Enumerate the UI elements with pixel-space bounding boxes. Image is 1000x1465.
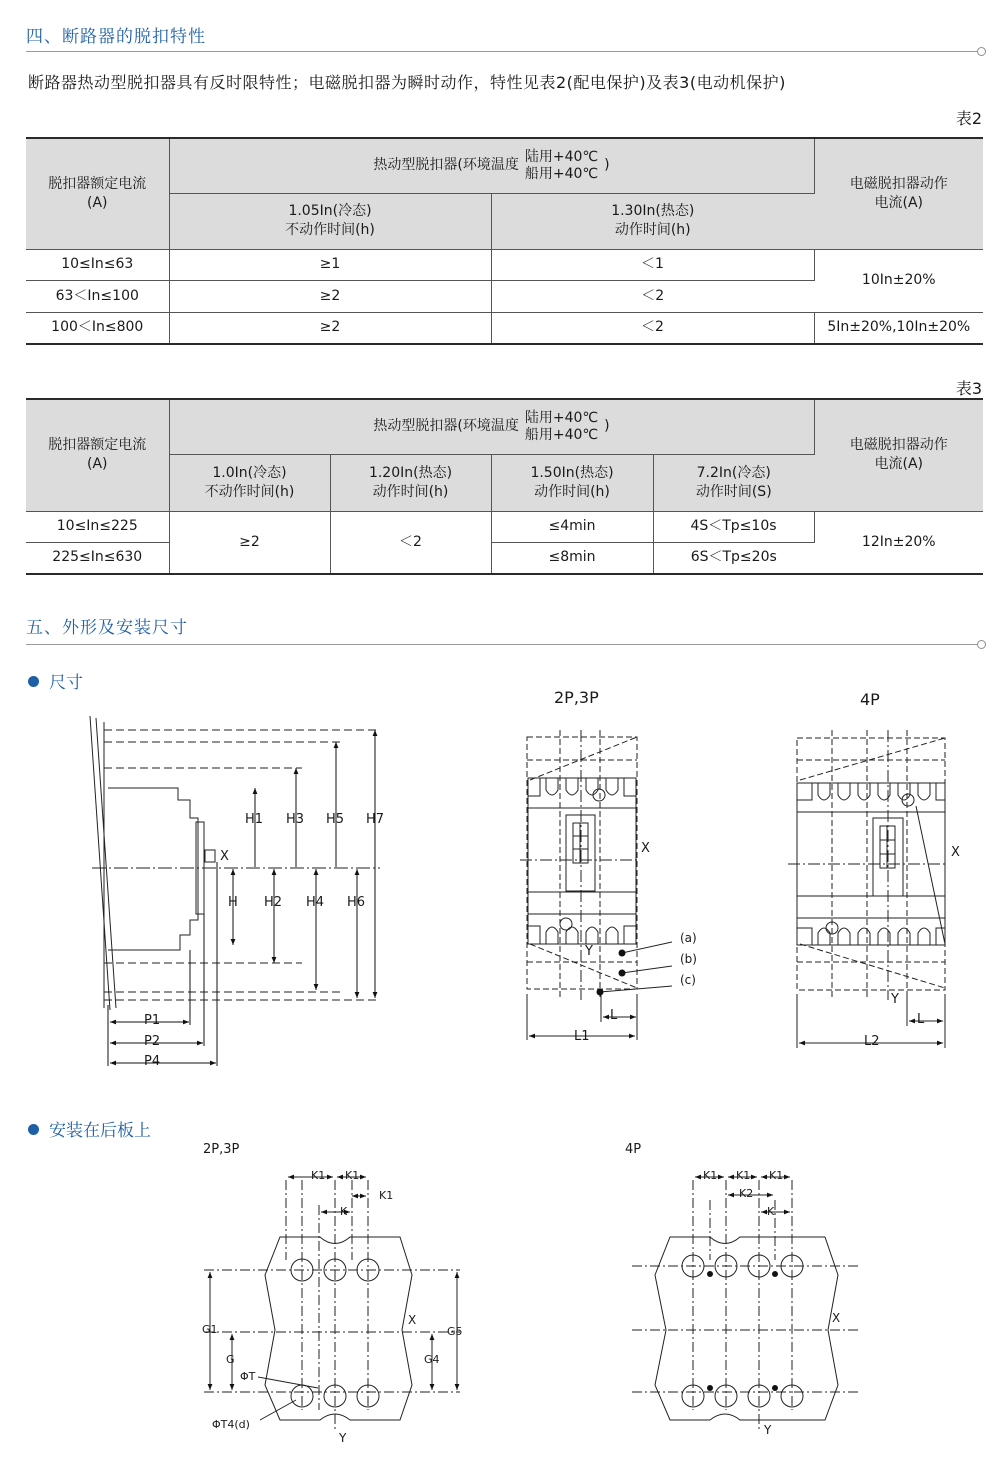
dim-g1: G1 (202, 1323, 218, 1336)
table3-rated-header: 脱扣器额定电流 (A) (26, 399, 169, 511)
section4-title: 四、断路器的脱扣特性 (26, 27, 206, 47)
front-2p3p-title: 2P,3P (554, 688, 599, 707)
dim-h4: H4 (306, 895, 325, 910)
dim-4p-k1-c: K1 (769, 1169, 784, 1182)
dim-p1: P1 (144, 1013, 161, 1028)
bullet-size: 尺寸 (28, 668, 83, 693)
axis-x-side: X (220, 849, 229, 864)
axis-y-4p: Y (891, 992, 899, 1007)
axis-x-2p3p: X (641, 841, 650, 856)
front-4p-title: 4P (860, 690, 880, 709)
table-row: 100＜In≤800 ≥2 ＜2 5In±20%,10In±20% (26, 312, 983, 344)
dim-k1-c: K1 (379, 1189, 394, 1202)
table-row: 63＜In≤100 ≥2 ＜2 (26, 280, 983, 312)
axis-x-mount-2p3p: X (408, 1313, 417, 1327)
table3-sub4: 7.2In(冷态) 动作时间(S) (653, 454, 814, 511)
bullet-mount: 安装在后板上 (28, 1116, 151, 1141)
front-view-2p3p-drawing (520, 730, 672, 1040)
table3-sub1: 1.0In(冷态) 不动作时间(h) (169, 454, 330, 511)
dim-phi-t4: ΦT4(d) (212, 1418, 250, 1431)
dim-h6: H6 (347, 895, 366, 910)
dim-g4: G4 (424, 1353, 440, 1366)
dim-p4: P4 (144, 1054, 161, 1069)
dim-l-4p: L (917, 1012, 925, 1027)
dim-h5: H5 (326, 812, 345, 827)
dim-l-2p3p: L (610, 1008, 618, 1023)
axis-x-4p: X (951, 845, 960, 860)
mark-a: (a) (680, 931, 697, 945)
dim-phi-t: ΦT (240, 1370, 256, 1383)
mount-2p3p-title: 2P,3P (203, 1142, 240, 1157)
dim-k2: K2 (739, 1187, 754, 1200)
dim-h2: H2 (264, 895, 283, 910)
dim-k1-a: K1 (311, 1169, 326, 1182)
table3-em-header: 电磁脱扣器动作 电流(A) (814, 399, 983, 511)
table2-sub1: 1.05In(冷态) 不动作时间(h) (169, 193, 491, 249)
dim-k1-b: K1 (345, 1169, 360, 1182)
axis-y-2p3p: Y (585, 944, 593, 959)
table3-em-value: 12In±20% (814, 511, 983, 574)
dim-h7: H7 (366, 812, 385, 827)
table-row: 10≤In≤225 ≥2 ＜2 ≤4min 4S＜Tp≤10s 12In±20% (26, 511, 983, 542)
section5-title: 五、外形及安装尺寸 (26, 618, 188, 638)
table3-sub3: 1.50In(热态) 动作时间(h) (491, 454, 653, 511)
table2-em-value: 10In±20% (814, 249, 983, 312)
table3-label: 表3 (955, 379, 982, 398)
dim-p2: P2 (144, 1034, 161, 1049)
dim-k: K (340, 1205, 348, 1218)
mark-b: (b) (680, 952, 697, 966)
table2-rated-header: 脱扣器额定电流 (A) (26, 138, 169, 249)
table3-sub2: 1.20In(热态) 动作时间(h) (330, 454, 491, 511)
table-row: 10≤In≤63 ≥1 ＜1 10In±20% (26, 249, 983, 280)
dim-4p-k1-a: K1 (703, 1169, 718, 1182)
dim-l2: L2 (864, 1034, 880, 1049)
dim-g: G (226, 1353, 235, 1366)
table2-em-header: 电磁脱扣器动作 电流(A) (814, 138, 983, 249)
axis-y-mount-4p: Y (764, 1423, 772, 1437)
table3-thermal-header: 热动型脱扣器(环境温度 陆用+40℃ 船用+40℃ ) (169, 399, 814, 454)
front-view-4p-drawing (788, 730, 948, 1048)
dim-h: H (228, 895, 238, 910)
mount-2p3p-drawing (204, 1177, 460, 1432)
dim-4p-k: K (767, 1205, 775, 1218)
dim-l1: L1 (574, 1029, 590, 1044)
axis-x-mount-4p: X (832, 1311, 841, 1325)
intro-text: 断路器热动型脱扣器具有反时限特性；电磁脱扣器为瞬时动作，特性见表2(配电保护)及表3(电动机保护) (28, 73, 786, 92)
dim-h1: H1 (245, 812, 264, 827)
mark-c: (c) (680, 973, 696, 987)
mount-4p-title: 4P (625, 1142, 642, 1157)
dim-4p-k1-b: K1 (736, 1169, 751, 1182)
side-view-drawing (90, 716, 380, 1066)
table-row: 225≤In≤630 ≤8min 6S＜Tp≤20s (26, 542, 983, 574)
axis-y-mount-2p3p: Y (339, 1431, 347, 1445)
mount-4p-drawing (632, 1177, 860, 1432)
table2-thermal-header: 热动型脱扣器(环境温度 陆用+40℃ 船用+40℃ ) (169, 138, 814, 193)
dim-g5: G5 (447, 1325, 463, 1338)
table2-label: 表2 (955, 109, 982, 128)
dim-h3: H3 (286, 812, 305, 827)
table2-sub2: 1.30In(热态) 动作时间(h) (491, 193, 814, 249)
